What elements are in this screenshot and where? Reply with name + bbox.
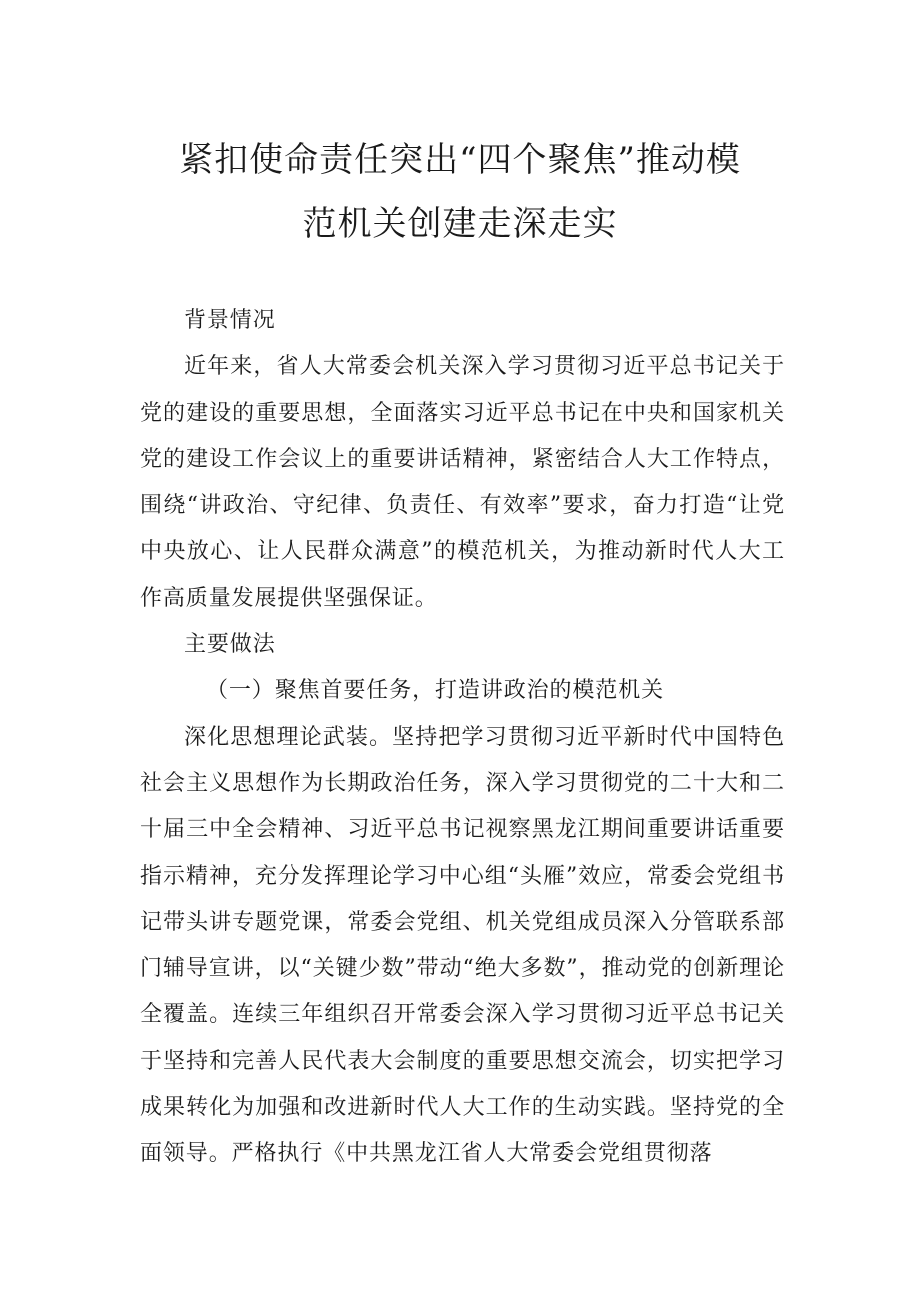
paragraph-background: 近年来，省人大常委会机关深入学习贯彻习近平总书记关于党的建设的重要思想，全面落实习近平总书记在中央和国家机关党的建设工作会议上的重要讲话精神，紧密结合人大工作特点，围绕“讲政治、守纪律、负责任、有效率”要求，奋力打造“让党中央放心、让人民群众满意”的模范机关，为推动新时代人大工作高质量发展提供坚强保证。	[140, 354, 785, 611]
section-heading-background: 背景情况	[184, 308, 276, 333]
document-title-line-1: 紧扣使命责任突出“四个聚焦”推动模	[179, 140, 741, 180]
paragraph-theory: 深化思想理论武装。坚持把学习贯彻习近平新时代中国特色社会主义思想作为长期政治任务，深入学习贯彻党的二十大和二十届三中全会精神、习近平总书记视察黑龙江期间重要讲话重要指示精神，充分发挥理论学习中心组“头雁”效应，常委会党组书记带头讲专题党课，常委会党组、机关党组成员深入分管联系部门辅导宣讲，以“关键少数”带动“绝大多数”，推动党的创新理论全覆盖。连续三年组织召开常委会深入学习贯彻习近平总书记关于坚持和完善人民代表大会制度的重要思想交流会，切实把学习成果转化为加强和改进新时代人大工作的生动实践。坚持党的全面领导。严格执行《中共黑龙江省人大常委会党组贯彻落	[140, 724, 785, 1167]
subsection-heading-1: （一）聚焦首要任务，打造讲政治的模范机关	[206, 678, 665, 704]
document-title-line-2: 范机关创建走深走实	[302, 204, 618, 244]
document-body	[140, 298, 785, 1178]
section-heading-measures: 主要做法	[184, 632, 276, 658]
